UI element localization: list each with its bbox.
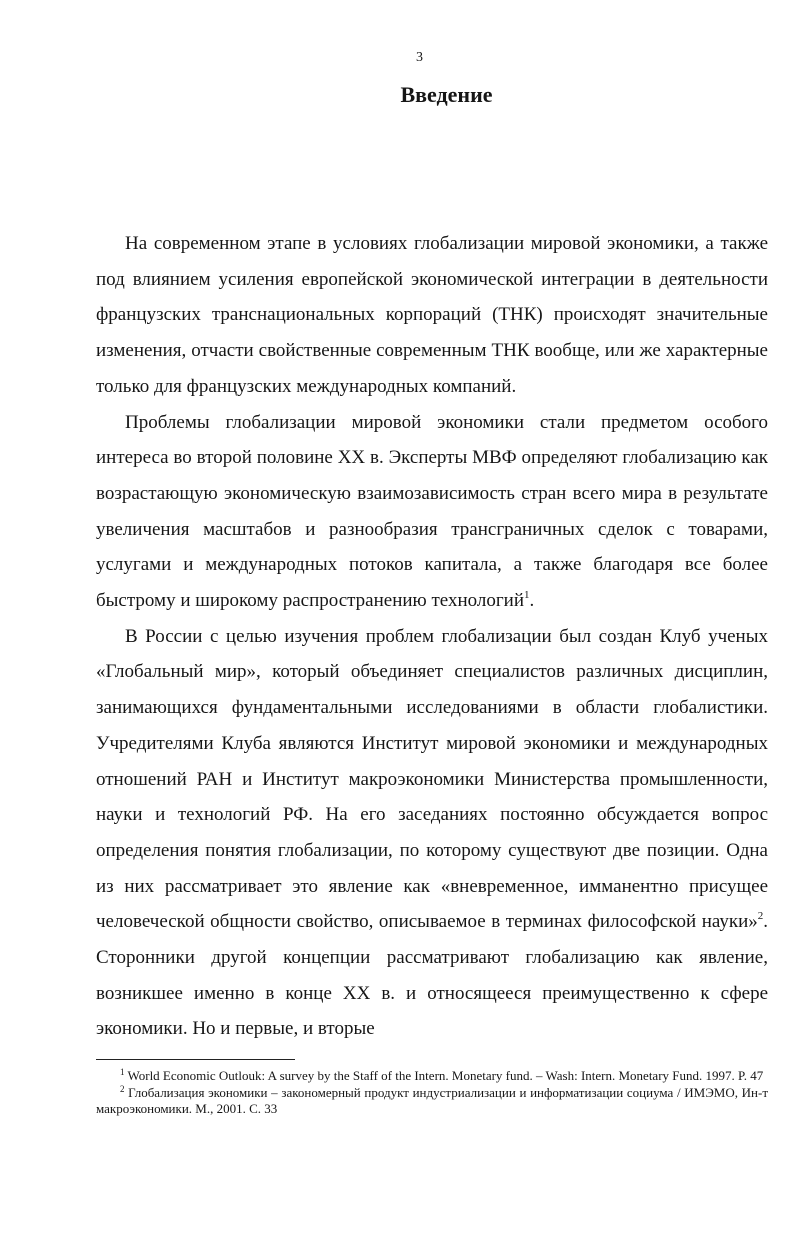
- footnote-ref-2: 2: [757, 910, 764, 923]
- paragraph-text-tail: .: [529, 590, 535, 612]
- paragraph-text: Проблемы глобализации мировой экономики стали предметом особого интереса во второй половине XX в. Эксперты МВФ определяют глобализацию как возрастающую экономическую взаимозависимость стран всего мира в результате увеличения масштабов и разнообразия трансграничных сделок с товарами, услугами и международных потоков капитала, а также благодаря все более быстрому и широкому распространению технологий: [96, 411, 768, 612]
- footnote-text: Глобализация экономики – закономерный продукт индустриализации и информатизации социума / ИМЭМО, Ин-т макроэкономики. М., 2001. С. 33: [96, 1084, 768, 1116]
- body-text: [96, 226, 768, 1047]
- footnote-ref-1: 1: [524, 589, 530, 602]
- page-title: Введение: [400, 82, 493, 107]
- footnote-number: 2: [120, 1083, 125, 1094]
- footnote-text: World Economic Outlouk: A survey by the Staff of the Intern. Monetary fund. – Wash: Intern. Monetary Fund. 1997. P. 47: [127, 1068, 764, 1083]
- paragraph-text-tail: . Сторонники другой концепции рассматривают глобализацию как явление, возникшее именно в конце XX в. и относящееся преимущественно к сфере экономики. Но и первые, и вторые: [96, 911, 768, 1040]
- paragraph-1: [96, 226, 768, 405]
- paragraph-3: [96, 619, 768, 1047]
- footnote-2: [96, 1085, 768, 1118]
- paragraph-2: [96, 405, 768, 619]
- footnote-number: 1: [120, 1067, 125, 1077]
- footnote-divider: [96, 1059, 295, 1060]
- page-number: 3: [416, 50, 423, 65]
- paragraph-text: В России с целью изучения проблем глобализации был создан Клуб ученых «Глобальный мир», который объединяет специалистов различных дисциплин, занимающихся фундаментальными исследованиями в области глобалистики. Учредителями Клуба являются Институт мировой экономики и международных отношений РАН и Институт макроэкономики Министерства промышленности, науки и технологий РФ. На его заседаниях постоянно обсуждается вопрос определения понятия глобализации, по которому существуют две позиции. Одна из них рассматривает это явление как «вневременное, имманентно присущее человеческой общности свойство, описываемое в терминах философской науки»: [96, 625, 768, 933]
- footnotes: [96, 1068, 768, 1118]
- paragraph-text: На современном этапе в условиях глобализации мировой экономики, а также под влиянием усиления европейской экономической интеграции в деятельности французских транснациональных корпораций (ТНК) происходят значительные изменения, отчасти свойственные современным ТНК вообще, или же характерные только для французских международных компаний.: [96, 233, 768, 397]
- footnote-1: [96, 1068, 768, 1085]
